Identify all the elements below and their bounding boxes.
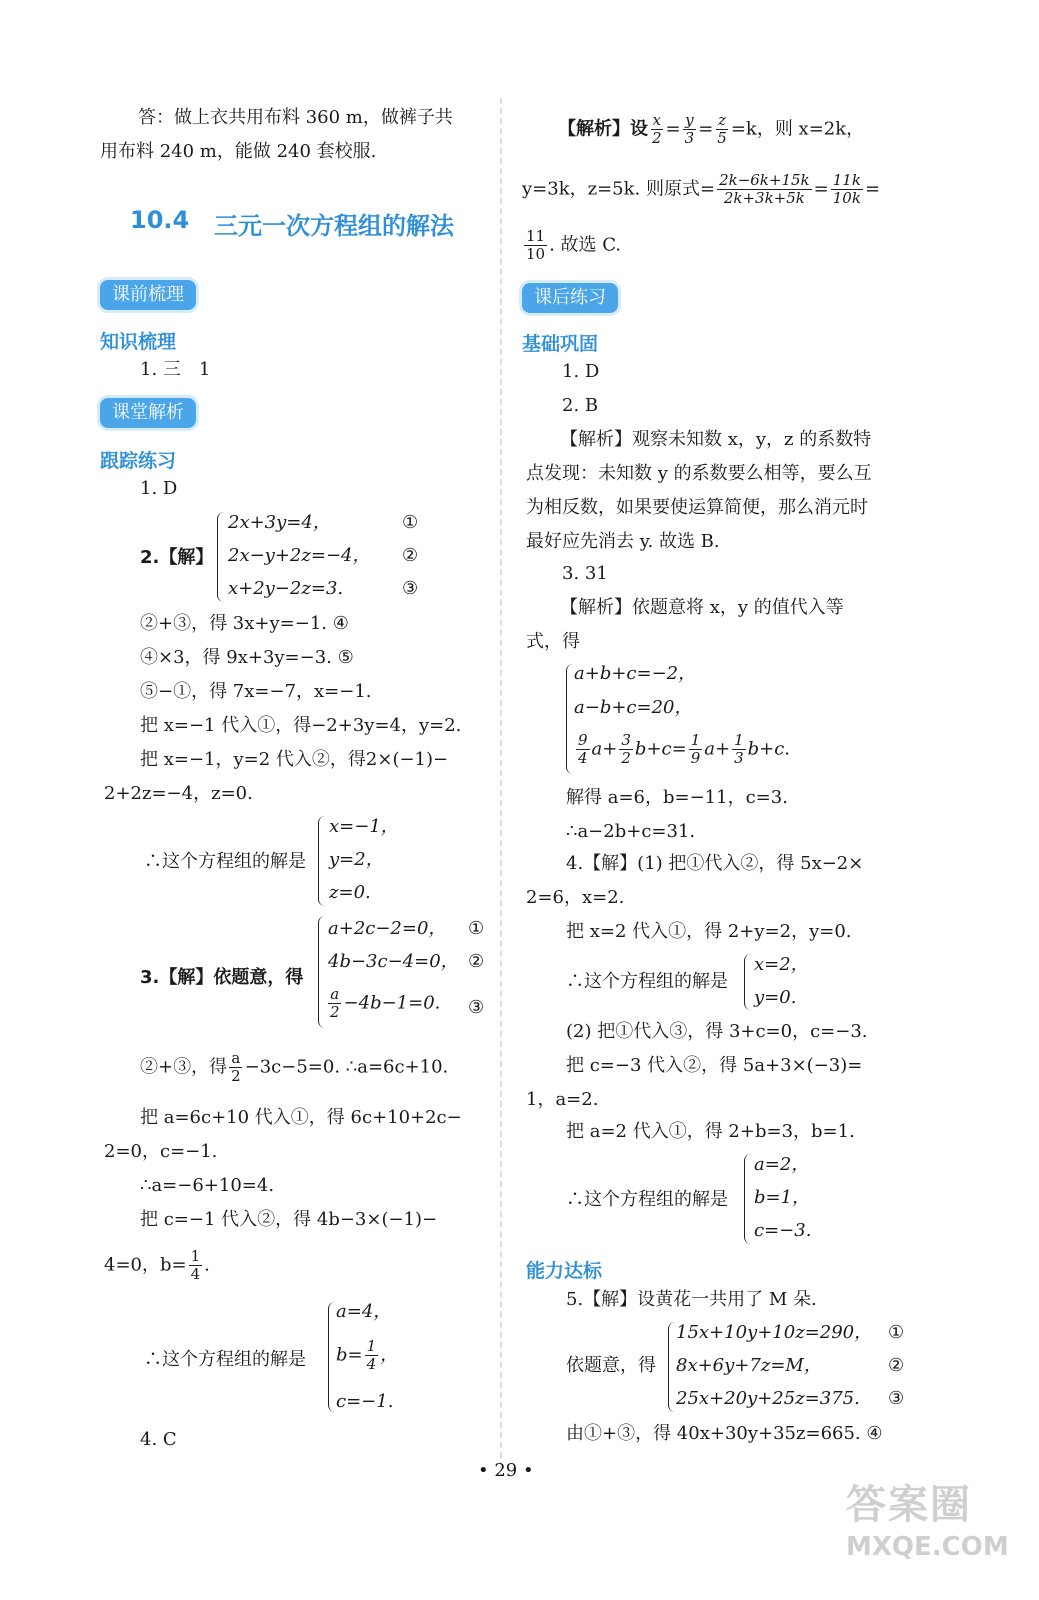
solution-step: 把 a=6c+10 代入①，得 6c+10+2c− [140,1107,462,1128]
fraction: $\frac{x}{2}$ [652,111,662,147]
answer-item: 2. B [562,395,599,416]
eq-marker: ③ [888,1388,905,1409]
question-3-label [140,966,303,990]
solution-step: (2) 把①代入③，得 3+c=0，c=−3. [566,1021,868,1042]
solution-step: 5.【解】设黄花一共用了 M 朵. [566,1289,817,1310]
brace [318,816,325,906]
page-number: • 29 • [478,1460,534,1481]
fraction: $\frac{a}{2}$ [231,1049,241,1085]
solution-label: ∴这个方程组的解是 [144,851,306,872]
eq-marker: ② [888,1355,905,1376]
eq-marker: ② [402,545,419,566]
brace [744,1154,751,1244]
solution-step: ④×3，得 9x+3y=−3. ⑤ [140,647,354,668]
answer-item: 3. 31 [562,563,608,584]
analysis-line: 【解析】依题意将 x，y 的值代入等 [560,597,844,618]
equation: x+2y−2z=3. [228,578,344,599]
tab-pre-class: 课前梳理 [100,280,196,310]
fraction: $\frac{y}{3}$ [684,111,695,147]
solution-step: ②+③，得 $\frac{a}{2}$ −3c−5=0. ∴a=6c+10. [140,1049,449,1085]
brace [744,954,751,1010]
answer-line: 用布料 240 m，能做 240 套校服. [100,141,377,162]
equation: 15x+10y+10z=290， [676,1322,873,1343]
solution-step: 4.【解】(1) 把①代入②，得 5x−2× [566,853,864,874]
eq-marker: ① [468,918,485,939]
question-4: 4. C [140,1429,177,1450]
solution-label: ∴这个方程组的解是 [144,1349,306,1370]
solution-step: ∴a=−6+10=4. [140,1175,275,1196]
solution-value: a=4， [336,1301,392,1322]
fraction: $\frac{1}{3}$ [734,731,744,767]
solution-step: 由①+③，得 40x+30y+35z=665. ④ [566,1423,883,1444]
solution-value: b= $\frac{1}{4}$ ， [336,1337,399,1373]
equation: $\frac{9}{4}$ a+ $\frac{3}{2}$ b+c= $\frac{1}{9}$ a+ $\frac{1}{3}$ b+c. [578,731,791,767]
equation: 2x+3y=4， [228,512,331,533]
fraction: $\frac{9}{4}$ [578,731,588,767]
fraction: $\frac{11}{10}$ [526,227,546,263]
brace [566,664,573,774]
analysis-line: 式，得 [526,631,580,652]
analysis-line: 为相反数，如果要使运算简便，那么消元时 [526,497,868,518]
fraction: $\frac{1}{4}$ [190,1247,201,1283]
equation: 2x−y+2z=−4， [228,545,371,566]
equation: 8x+6y+7z=M， [676,1355,822,1376]
equation: $\frac{a}{2}$ −4b−1=0. [330,985,441,1021]
equation: a−b+c=20， [574,697,693,718]
solution-step: 把 a=2 代入①，得 2+b=3，b=1. [566,1121,855,1142]
equation: 25x+20y+25z=375. [676,1388,860,1409]
solution-step: 把 x=2 代入①，得 2+y=2，y=0. [566,921,852,942]
section-number: 10.4 [130,206,190,234]
solution-value: x=2， [754,954,809,975]
analysis-line: 【解析】观察未知数 x，y，z 的系数特 [560,429,872,450]
solution-step: 1，a=2. [526,1089,599,1110]
eq-marker: ② [468,951,485,972]
subheading-ability: 能力达标 [526,1260,603,1282]
equation: 4b−3c−4=0， [328,951,459,972]
solution-step: 2=6，x=2. [526,887,625,908]
solution-value: y=2， [329,849,384,870]
section-title: 三元一次方程组的解法 [214,212,454,240]
fraction: $\frac{2k-6k+15k}{2k+3k+5k}$ [719,171,810,207]
fraction: $\frac{3}{2}$ [621,731,631,767]
solution-step: 解得 a=6，b=−11，c=3. [566,787,788,808]
solution-value: x=−1， [329,816,399,837]
solution-value: c=−3. [754,1220,812,1241]
question-2-label: 2.【解】 [140,547,214,568]
solution-value: y=0. [754,987,797,1008]
column-divider [500,98,502,1468]
analysis-line: y=3k，z=5k. 则原式= $\frac{2k-6k+15k}{2k+3k+5k}$ = $\frac{11k}{10k}$ = [522,171,881,207]
solution-label: ∴这个方程组的解是 [566,1189,728,1210]
watermark-logo: 答案圈 MXQE.COM [846,1482,1009,1562]
analysis-line: $\frac{11}{10}$ . 故选 C. [526,227,622,263]
analysis-line: 点发现：未知数 y 的系数要么相等，要么互 [526,463,872,484]
equation: a+b+c=−2， [574,663,697,684]
answer-line: 答：做上衣共用布料 360 m，做裤子共 [138,107,453,128]
brace [668,1322,675,1412]
eq-marker: ③ [468,997,485,1018]
solution-value: z=0. [329,882,371,903]
solution-value: b=1， [754,1187,811,1208]
question-1: 1. D [140,478,178,499]
solution-step: ②+③，得 3x+y=−1. ④ [140,613,349,634]
solution-step: 把 x=−1 代入①，得−2+3y=4，y=2. [140,715,462,736]
eq-marker: ① [402,512,419,533]
fraction: $\frac{a}{2}$ [330,985,340,1021]
knowledge-answer: 1. 三 1 [140,359,211,380]
solution-step: 2+2z=−4，z=0. [104,783,253,804]
brace [328,1302,335,1412]
brace [318,916,325,1028]
fraction: $\frac{1}{9}$ [690,731,701,767]
solution-label: ∴这个方程组的解是 [566,971,728,992]
answer-item: 1. D [562,361,600,382]
eq-marker: ① [888,1322,905,1343]
subheading-basic: 基础巩固 [522,333,599,355]
tab-in-class: 课堂解析 [100,398,196,428]
solution-step: 把 c=−3 代入②，得 5a+3×(−3)= [566,1055,863,1076]
fraction: $\frac{11k}{10k}$ [832,171,861,207]
analysis-line: 【解析】设 $\frac{x}{2}$ = $\frac{y}{3}$ = $\frac{z}{5}$ =k，则 x=2k， [558,111,865,147]
solution-step: 2=0，c=−1. [104,1141,218,1162]
solution-step: 把 c=−1 代入②，得 4b−3×(−1)− [140,1209,438,1230]
solution-step: ∴a−2b+c=31. [566,821,696,842]
eq-marker: ③ [402,578,419,599]
analysis-line: 最好应先消去 y. 故选 B. [526,531,720,552]
solution-value: a=2， [754,1154,810,1175]
solution-step: ⑤−①，得 7x=−7，x=−1. [140,681,372,702]
solution-step: 把 x=−1，y=2 代入②，得2×(−1)− [140,749,449,770]
solution-label: 依题意，得 [566,1355,656,1376]
subheading-follow: 跟踪练习 [100,450,177,472]
solution-value: c=−1. [336,1391,394,1412]
tab-after-class: 课后练习 [522,283,618,313]
fraction: $\frac{z}{5}$ [717,111,727,147]
brace [217,512,224,602]
subheading-knowledge: 知识梳理 [100,331,177,353]
solution-step: 4=0，b= $\frac{1}{4}$ . [104,1247,210,1283]
question-3-head: 3.【解】依题意，得 [140,967,304,988]
fraction: $\frac{1}{4}$ [366,1337,377,1373]
equation: a+2c−2=0， [328,918,447,939]
